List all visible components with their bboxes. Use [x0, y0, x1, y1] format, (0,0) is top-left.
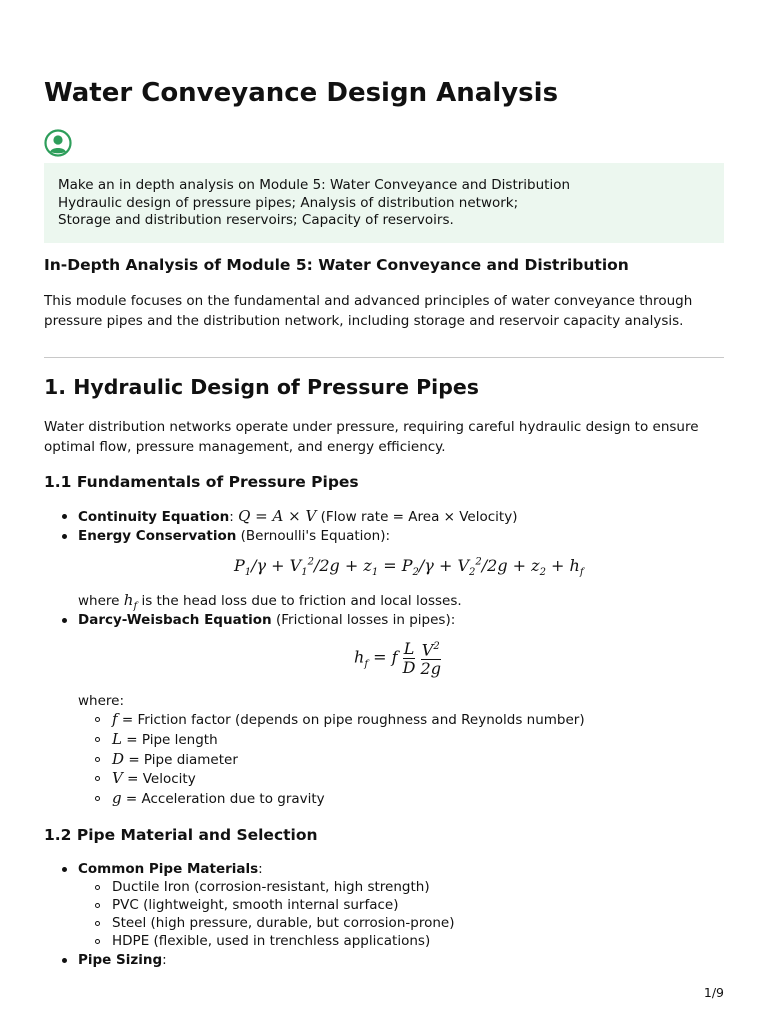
- where-prefix: where: [78, 593, 120, 609]
- materials-label: Common Pipe Materials: [78, 861, 259, 877]
- subsection-1-1-title: 1.1 Fundamentals of Pressure Pipes: [44, 473, 359, 491]
- circle-bullet-icon: [95, 776, 100, 781]
- darcy-equation: $h_f = f$ $\frac{L}{D}$ $\frac{V^2}{2g}$: [354, 638, 441, 679]
- var-item: [112, 769, 196, 788]
- circle-bullet-icon: [95, 717, 100, 722]
- material-item: PVC (lightweight, smooth internal surface): [112, 897, 399, 913]
- head-loss-sub: f: [133, 601, 138, 612]
- bullet-icon: [62, 867, 67, 872]
- circle-bullet-icon: [95, 796, 100, 801]
- where-suffix: is the head loss due to friction and local losses.: [141, 593, 462, 609]
- intro-paragraph: This module focuses on the fundamental and advanced principles of water conveyance through pressure pipes and the distribution network, including storage and reservoir capacity analysis.: [44, 293, 693, 329]
- page-number: 1/9: [703, 985, 724, 1000]
- darcy-label: Darcy-Weisbach Equation: [78, 612, 272, 628]
- material-item: Steel (high pressure, durable, but corrosion-prone): [112, 915, 455, 931]
- bullet-icon: [62, 618, 67, 623]
- var-item: [112, 750, 238, 769]
- user-prompt-box: [44, 163, 724, 243]
- var-item: [112, 710, 585, 729]
- circle-bullet-icon: [95, 939, 100, 944]
- bullet-icon: [62, 514, 67, 519]
- page-title: Water Conveyance Design Analysis: [44, 78, 559, 108]
- var-symbol: V: [112, 769, 123, 787]
- material-item: HDPE (flexible, used in trenchless applications): [112, 933, 431, 949]
- var-desc: = Pipe length: [126, 732, 218, 748]
- subsection-1-2-title: 1.2 Pipe Material and Selection: [44, 826, 318, 844]
- continuity-note: (Flow rate = Area × Velocity): [320, 509, 518, 525]
- circle-bullet-icon: [95, 921, 100, 926]
- energy-note: (Bernoulli's Equation):: [240, 528, 391, 544]
- prompt-line: Make an in depth analysis on Module 5: Water Conveyance and Distribution: [58, 177, 571, 193]
- var-item: [112, 789, 325, 808]
- section-1-text: Water distribution networks operate under pressure, requiring careful hydraulic design to ensure optimal flow, pressure management, and energy efficiency.: [44, 419, 699, 455]
- continuity-equation: Q = A × V: [238, 507, 317, 525]
- var-desc: = Pipe diameter: [128, 752, 238, 768]
- where-label: where:: [78, 693, 125, 709]
- var-desc: = Friction factor (depends on pipe roughness and Reynolds number): [121, 712, 585, 728]
- var-symbol: g: [112, 789, 122, 807]
- prompt-line: Storage and distribution reservoirs; Capacity of reservoirs.: [58, 212, 454, 228]
- bernoulli-equation: $P_1/\gamma + V_1^2/2g + z_1 = P_2/\gamma + V_2^2/2g + z_2 + h_f$: [234, 556, 584, 579]
- var-desc: = Velocity: [127, 771, 196, 787]
- sizing-separator: :: [162, 952, 167, 968]
- circle-bullet-icon: [95, 757, 100, 762]
- continuity-label: Continuity Equation: [78, 509, 230, 525]
- materials-separator: :: [258, 861, 263, 877]
- list-item-sizing: [78, 951, 167, 969]
- head-loss-var: h: [123, 591, 134, 609]
- user-avatar-icon: [44, 129, 72, 157]
- var-symbol: L: [112, 730, 122, 748]
- bullet-icon: [62, 534, 67, 539]
- circle-bullet-icon: [95, 737, 100, 742]
- var-item: [112, 730, 218, 749]
- energy-label: Energy Conservation: [78, 528, 237, 544]
- sizing-label: Pipe Sizing: [78, 952, 163, 968]
- circle-bullet-icon: [95, 885, 100, 890]
- continuity-separator: :: [229, 509, 234, 525]
- material-item: Ductile Iron (corrosion-resistant, high strength): [112, 879, 430, 895]
- answer-heading: In-Depth Analysis of Module 5: Water Conveyance and Distribution: [44, 256, 629, 274]
- list-item-materials: [78, 860, 263, 878]
- var-desc: = Acceleration due to gravity: [125, 791, 325, 807]
- prompt-line: Hydraulic design of pressure pipes; Analysis of distribution network;: [58, 194, 519, 211]
- section-1-title: 1. Hydraulic Design of Pressure Pipes: [44, 375, 479, 399]
- circle-bullet-icon: [95, 903, 100, 908]
- list-item-darcy: [78, 611, 455, 629]
- bullet-icon: [62, 958, 67, 963]
- list-item-energy: [78, 527, 390, 545]
- head-loss-symbol: [123, 591, 138, 612]
- list-item-continuity: [78, 507, 517, 526]
- darcy-note: (Frictional losses in pipes):: [275, 612, 456, 628]
- var-symbol: f: [112, 710, 118, 728]
- var-symbol: D: [112, 750, 125, 768]
- divider: [44, 357, 724, 358]
